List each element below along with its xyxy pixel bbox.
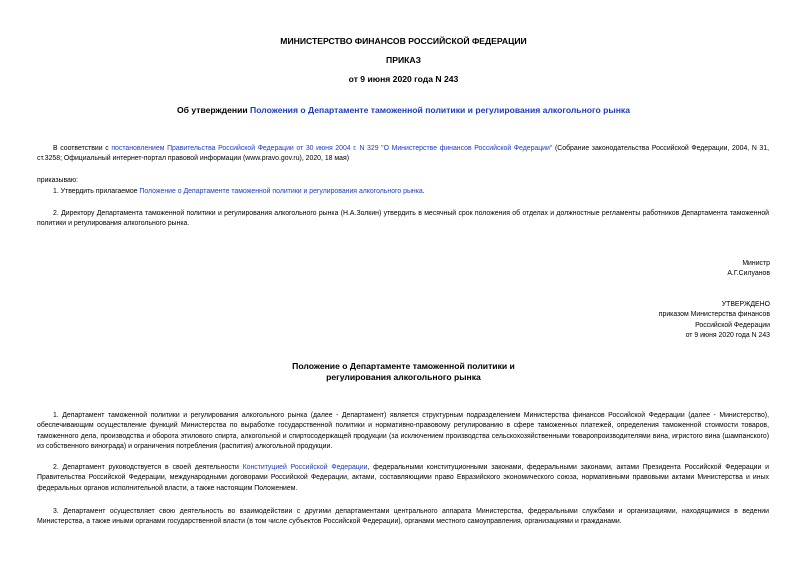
approval-line-3: Российской Федерации xyxy=(695,321,770,329)
regulation-paragraph-2-text-1: 2. Департамент руководствуется в своей деятельности xyxy=(53,464,243,471)
approval-line-4: от 9 июня 2020 года N 243 xyxy=(685,332,770,340)
order-item-1-prefix: 1. Утвердить прилагаемое xyxy=(53,188,140,195)
constitution-link[interactable]: Конституцией Российской Федерации xyxy=(242,464,368,471)
regulation-title xyxy=(0,361,807,383)
preamble-text-1: В соответствии с xyxy=(53,145,112,152)
preamble-text-2: (Собрание законодательства Российской Федерации, 2004, N 31, ст.3258; Официальный интернет-портал правовой информации (www.pravo.gov.ru), 2020, 18 мая) xyxy=(37,145,770,163)
doc-title-prefix: Об утверждении xyxy=(177,105,251,115)
doc-title xyxy=(0,105,807,115)
approval-line-2: приказом Министерства финансов xyxy=(658,311,770,319)
regulation-title-link[interactable]: Положения о Департаменте таможенной политики и регулирования алкогольного рынка xyxy=(250,105,630,115)
doc-date-number: от 9 июня 2020 года N 243 xyxy=(348,74,459,84)
government-decree-link[interactable]: постановлением Правительства Российской Федерации от 30 июня 2004 г. N 329 "О Министерстве финансов Российской Федерации" xyxy=(111,145,553,152)
ministry-name: МИНИСТЕРСТВО ФИНАНСОВ РОССИЙСКОЙ ФЕДЕРАЦИИ xyxy=(280,36,527,46)
doc-type: ПРИКАЗ xyxy=(386,55,421,65)
regulation-link[interactable]: Положение о Департаменте таможенной политики и регулирования алкогольного рынка xyxy=(139,188,423,195)
signature-block xyxy=(727,259,770,280)
order-item-2: 2. Директору Департамента таможенной политики и регулирования алкогольного рынка (Н.А.Золкин) утвердить в месячный срок положения об отделах и должностные регламенты работников Департамента таможенной политики и регулирования алкогольного рынка. xyxy=(37,210,769,228)
order-item-1-suffix: . xyxy=(422,188,425,195)
order-item-1 xyxy=(37,187,769,197)
regulation-title-line-1: Положение о Департаменте таможенной политики и xyxy=(292,361,515,371)
regulation-title-line-2: регулирования алкогольного рынка xyxy=(326,372,481,382)
approval-block xyxy=(659,300,770,342)
preamble xyxy=(37,144,769,165)
signature-name: А.Г.Силуанов xyxy=(727,270,770,278)
order-word: приказываю: xyxy=(37,177,78,184)
regulation-paragraph-2 xyxy=(37,463,769,494)
regulation-paragraph-3: 3. Департамент осуществляет свою деятельность во взаимодействии с другими департаментами центрального аппарата Министерства, федеральными службами и организациями, находящимися в ведении Министерства, а также иными органами государственной власти (в том числе субъектов Российской Федерации), органами местного самоуправления, организациями и гражданами. xyxy=(37,508,769,526)
regulation-paragraph-2-text-2: , федеральными конституционными законами, федеральными законами, актами Президента Российской Федерации и Правительства Российской Федерации, международными договорами Российской Федерации, актами, составляющими право Евразийского экономического союза, нормативными правовыми актами Министерства и иных федеральных органов исполнительной власти, а также настоящим Положением. xyxy=(37,464,769,492)
regulation-paragraph-1: 1. Департамент таможенной политики и регулирования алкогольного рынка (далее - Департамент) является структурным подразделением Министерства финансов Российской Федерации (далее - Министерство), обеспечивающим осуществление функций Министерства по выработке государственной политики и нормативно-правовому регулированию в сфере таможенных платежей, определения таможенной стоимости товаров, таможенного дела, производства и оборота этилового спирта, алкогольной и спиртосодержащей продукции (за исключением производства сельскохозяйственными товаропроизводителями вина, игристого вина (шампанского) из собственного винограда) и ограничения потребления (распития) алкогольной продукции. xyxy=(37,412,769,451)
signature-position: Министр xyxy=(742,260,770,267)
approval-line-1: УТВЕРЖДЕНО xyxy=(721,301,770,308)
